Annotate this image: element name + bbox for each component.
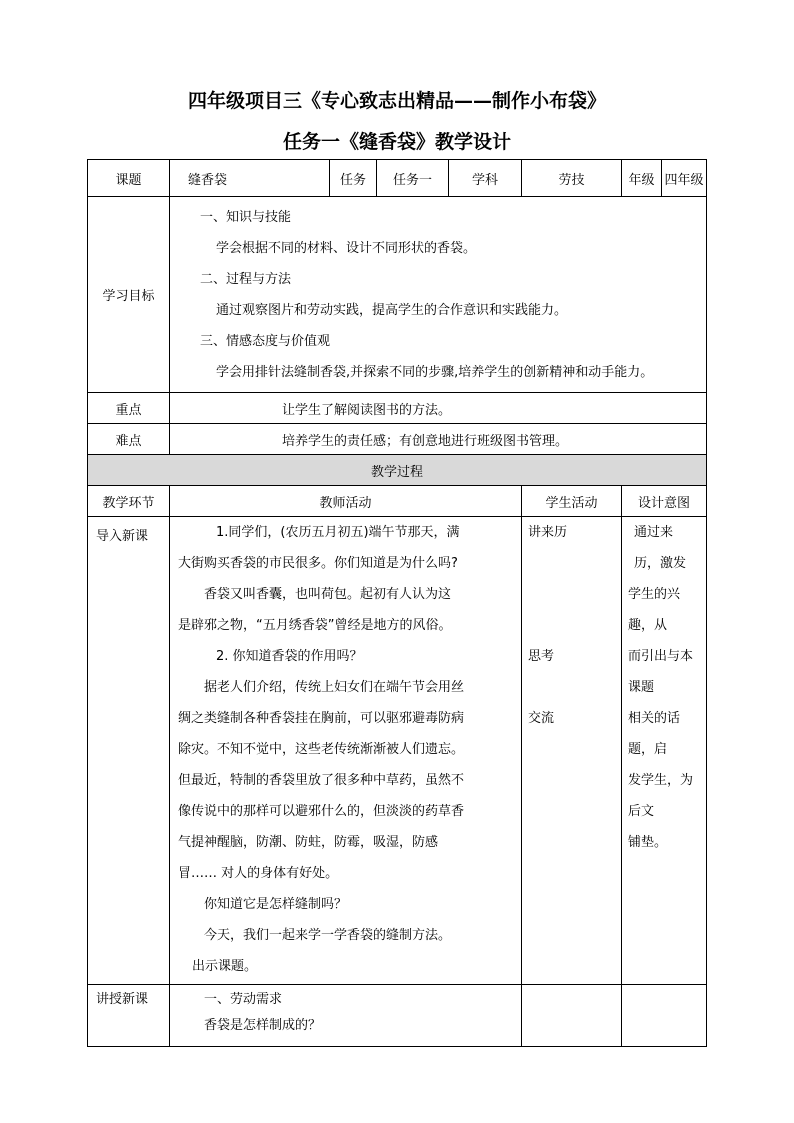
key-point-label: 重点 bbox=[88, 393, 170, 424]
objective-text-2: 通过观察图片和劳动实践，提高学生的合作意识和实践能力。 bbox=[216, 303, 568, 318]
teacher-line: 1.同学们，(农历五月初五)端午节那天，满 bbox=[216, 525, 460, 540]
course-label: 课题 bbox=[88, 160, 170, 197]
teacher-line: 据老人们介绍，传统上妇女们在端午节会用丝 bbox=[204, 680, 465, 695]
objectives-label: 学习目标 bbox=[88, 197, 170, 393]
grade-label: 年级 bbox=[622, 160, 662, 197]
header-row bbox=[88, 160, 707, 197]
new-lesson-teacher-activity bbox=[170, 985, 522, 1047]
teacher-line: 2. 你知道香袋的作用吗？ bbox=[216, 649, 363, 664]
new-lesson-design-intent bbox=[622, 985, 707, 1047]
teacher-line: 今天，我们一起来学一学香袋的缝制方法。 bbox=[204, 928, 452, 943]
task-label: 任务 bbox=[330, 160, 377, 197]
col-student: 学生活动 bbox=[522, 486, 622, 517]
teacher-line: 像传说中的那样可以避邪什么的，但淡淡的药草香 bbox=[178, 804, 465, 819]
intro-row bbox=[88, 517, 707, 985]
difficulty-text: 培养学生的责任感；有创意地进行班级图书管理。 bbox=[170, 424, 707, 455]
process-header-row bbox=[88, 455, 707, 486]
teacher-line: 是辟邪之物，“五月绣香袋”曾经是地方的风俗。 bbox=[178, 618, 452, 633]
teacher-line: 你知道它是怎样缝制吗？ bbox=[204, 897, 348, 912]
intro-stage: 导入新课 bbox=[88, 517, 170, 985]
teacher-line: 大街购买香袋的市民很多。你们知道是为什么吗? bbox=[178, 556, 458, 571]
difficulty-row bbox=[88, 424, 707, 455]
teacher-line: 绸之类缝制各种香袋挂在胸前，可以驱邪避毒防病 bbox=[178, 711, 465, 726]
difficulty-label: 难点 bbox=[88, 424, 170, 455]
objective-heading-2: 二、过程与方法 bbox=[200, 272, 292, 287]
student-line-blank bbox=[528, 610, 617, 641]
design-line: 通过来历，激发 bbox=[634, 525, 687, 571]
student-line-blank bbox=[528, 579, 617, 610]
objective-heading-1: 一、知识与技能 bbox=[200, 210, 292, 225]
objectives-row bbox=[88, 197, 707, 393]
new-lesson-stage: 讲授新课 bbox=[88, 985, 170, 1047]
new-lesson-student-activity bbox=[522, 985, 622, 1047]
new-lesson-row bbox=[88, 985, 707, 1047]
new-lesson-line: 一、劳动需求 bbox=[204, 992, 283, 1007]
objective-text-1: 学会根据不同的材料、设计不同形状的香袋。 bbox=[216, 241, 477, 256]
objective-heading-3: 三、情感态度与价值观 bbox=[200, 334, 331, 349]
design-line: 相关的话题，启 bbox=[628, 711, 681, 757]
student-line: 交流 bbox=[528, 711, 555, 726]
teacher-line: 出示课题。 bbox=[192, 959, 258, 974]
student-line-blank bbox=[528, 548, 617, 579]
task-value: 任务一 bbox=[377, 160, 449, 197]
col-teacher: 教师活动 bbox=[170, 486, 522, 517]
column-header-row bbox=[88, 486, 707, 517]
teacher-line: 香袋又叫香囊，也叫荷包。起初有人认为这 bbox=[204, 587, 452, 602]
document-subtitle: 任务一《缝香袋》教学设计 bbox=[282, 131, 511, 153]
document-title: 四年级项目三《专心致志出精品——制作小布袋》 bbox=[187, 90, 606, 112]
design-line: 发学生，为后文 bbox=[628, 773, 694, 819]
lesson-plan-table bbox=[87, 159, 707, 1047]
new-lesson-line: 香袋是怎样制成的？ bbox=[204, 1018, 322, 1033]
student-line: 思考 bbox=[528, 649, 555, 664]
col-design: 设计意图 bbox=[622, 486, 707, 517]
objectives-content bbox=[170, 197, 707, 393]
intro-student-activity bbox=[522, 517, 622, 985]
course-value: 缝香袋 bbox=[170, 160, 330, 197]
intro-design-intent bbox=[622, 517, 707, 985]
key-point-text: 让学生了解阅读图书的方法。 bbox=[170, 393, 707, 424]
subject-value: 劳技 bbox=[522, 160, 622, 197]
student-line-blank bbox=[528, 672, 617, 703]
design-line: 铺垫。 bbox=[628, 835, 668, 850]
key-point-row bbox=[88, 393, 707, 424]
objective-text-3: 学会用排针法缝制香袋,并探索不同的步骤,培养学生的创新精神和动手能力。 bbox=[216, 365, 654, 380]
student-line: 讲来历 bbox=[528, 525, 568, 540]
design-line: 而引出与本课题 bbox=[628, 649, 694, 695]
subject-label: 学科 bbox=[449, 160, 522, 197]
process-header: 教学过程 bbox=[88, 455, 707, 486]
design-line: 学生的兴趣，从 bbox=[628, 587, 681, 633]
teacher-line: 但最近，特制的香袋里放了很多种中草药，虽然不 bbox=[178, 773, 465, 788]
intro-teacher-activity bbox=[170, 517, 522, 985]
teacher-line: 除灾。不知不觉中，这些老传统渐渐被人们遗忘。 bbox=[178, 742, 465, 757]
col-stage: 教学环节 bbox=[88, 486, 170, 517]
teacher-line: 冒…… 对人的身体有好处。 bbox=[178, 866, 339, 881]
teacher-line: 气提神醒脑，防潮、防蛀，防霉，吸湿，防感 bbox=[178, 835, 439, 850]
grade-value: 四年级 bbox=[662, 160, 707, 197]
